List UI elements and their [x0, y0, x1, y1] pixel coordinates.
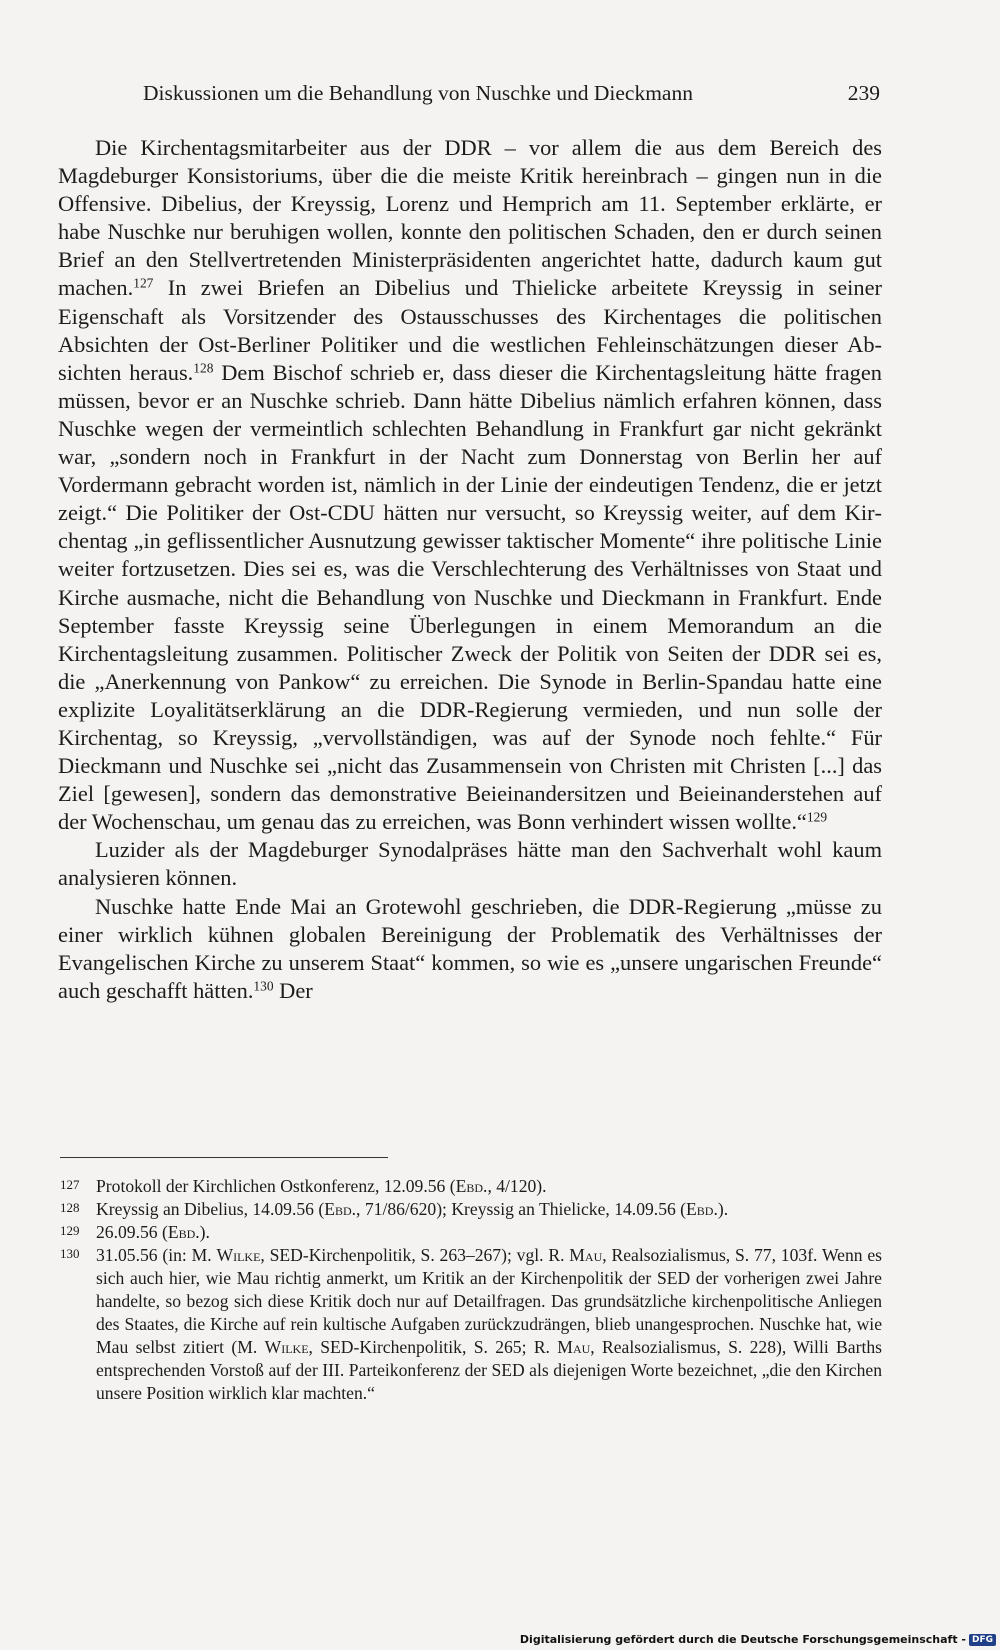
footnote-divider — [60, 1157, 388, 1158]
footnote-ref-129[interactable]: 129 — [806, 809, 828, 825]
digitization-credit — [520, 1633, 996, 1646]
footnote-ref-130[interactable]: 130 — [253, 978, 274, 994]
author-name: Mau — [557, 1337, 591, 1357]
footnote-127 — [60, 1175, 882, 1198]
footnote-129 — [60, 1221, 882, 1244]
footnote-number: 128 — [60, 1200, 80, 1215]
footnote-number: 129 — [60, 1223, 80, 1238]
ebd-abbrev: Ebd. — [167, 1222, 200, 1242]
footnote-128 — [60, 1198, 882, 1221]
footnote-ref-128[interactable]: 128 — [193, 360, 214, 376]
text-run: Der — [273, 977, 313, 1003]
ebd-abbrev: Ebd. — [455, 1176, 488, 1196]
ebd-abbrev: Ebd. — [324, 1199, 357, 1219]
footnote-text: , SED-Kirchenpolitik, S. 265; R. — [308, 1337, 558, 1357]
footnote-text: Kreyssig an Dibelius, 14.09.56 ( — [96, 1199, 325, 1219]
footnote-text: , SED-Kirchenpolitik, S. 263–267); vgl. R. — [260, 1245, 570, 1265]
text-run: Nuschke hatte Ende Mai an Grotewohl geschrieben, die DDR-Regierung „müsse zu einer wirklich kühnen globalen Bereinigung der Problematik des Verhältnisses der Evangelischen Kirche zu unserem Staat“ kommen, so wie es „unsere ungarischen Freunde“ auch geschafft hätten. — [58, 893, 882, 1003]
footnote-text: ). — [199, 1222, 210, 1242]
ebd-abbrev: Ebd. — [686, 1199, 718, 1219]
text-run: Die Kirchentagsmitarbeiter aus der DDR – vor allem die aus dem Bereich des Magdeburger Konsistoriums, über die die meiste Kritik hereinbrach – gingen nun in die Offensive. Dibelius, der Kreyssig, Lorenz und Hemprich am 11. September erklärte, er habe Nuschke nur beruhigen wollen, konnte den politischen Schaden, den er durch seinen Brief an den Stellvertretenden Ministerpräsidenten angerichtet hatte, dadurch kaum gut machen. — [58, 135, 882, 301]
main-text — [58, 134, 882, 1005]
author-name: Wilke — [264, 1337, 309, 1357]
paragraph: Luzider als der Magdeburger Synodalpräses hätte man den Sachverhalt wohl kaum analysieren können. — [58, 837, 882, 891]
footnote-text: , Realsozialismus, S. 77, 103f. Wenn es sich auch hier, wie Mau richtig anmerkt, um Kritik an der Kirchenpolitik der SED der vorherigen zwei Jahre handelte, so bezog sich diese Kritik doch nur auf Detailfragen. Das grundsätzliche kirchenpolitische Anliegen des Staates, die Kirche auf rein kultische Aufgaben zurückzudrängen, blieb unangesprochen. Nuschke hat, wie Mau selbst zitiert (M. — [96, 1245, 882, 1357]
author-name: Wilke — [216, 1245, 261, 1265]
paragraph — [58, 134, 882, 836]
paragraph — [58, 893, 882, 1005]
text-run: In zwei Briefen an Dibelius und Thielicke arbeitete Kreyssig in seiner Eigenschaft als Vorsitzender des Ostausschusses des Kirchentages die politischen Absichten der Ost-Berliner Politiker und die westlichen Fehleinschätzungen dieser Absichten heraus. — [58, 275, 882, 385]
footnote-number: 127 — [60, 1177, 80, 1192]
footnote-text: , 71/86/620); Kreyssig an Thielicke, 14.09.56 ( — [356, 1199, 687, 1219]
digitization-text: Digitalisierung gefördert durch die Deutsche Forschungsgemeinschaft - — [519, 1633, 966, 1646]
footnote-text: , 4/120). — [487, 1176, 547, 1196]
footnote-130 — [60, 1244, 882, 1405]
footnotes — [60, 1175, 882, 1405]
dfg-logo: DFG — [969, 1634, 996, 1646]
footnote-text: 26.09.56 ( — [96, 1222, 168, 1242]
footnote-number: 130 — [60, 1246, 80, 1261]
footnote-text: Protokoll der Kirchlichen Ostkonferenz, 12.09.56 ( — [96, 1176, 456, 1196]
footnote-text: 31.05.56 (in: M. — [96, 1245, 217, 1265]
footnote-text: ). — [717, 1199, 729, 1219]
text-run: Dem Bischof schrieb er, dass dieser die Kirchentagsleitung hätte fragen müssen, bevor er an Nuschke schrieb. Dann hätte Dibelius nämlich erfahren können, dass Nuschke wegen der vermeintlich schlechten Behandlung in Frankfurt gar nicht gekränkt war, „sondern noch in Frankfurt in der Nacht zum Donnerstag von Berlin her auf Vordermann gebracht worden ist, nämlich in der Linie der eindeutigen Tendenz, die er jetzt zeigt.“ Die Politiker der Ost-CDU hätten nur versucht, so Kreyssig weiter, auf dem Kirchentag „in geflissentlicher Ausnutzung gewisser taktischer Momente“ ihre politische Linie weiter fortzusetzen. Dies sei es, was die Verschlechterung des Verhältnisses von Staat und Kirche ausmache, nicht die Behandlung von Nuschke und Dieckmann in Frankfurt. Ende September fasste Kreyssig seine Überlegungen in einem Memorandum an die Kirchentagsleitung zusammen. Politischer Zweck der Politik von Seiten der DDR sei es, die „Anerkennung von Pankow“ zu erreichen. Die Synode in Berlin-Spandau hatte eine explizite Loyalitätserklärung an die DDR-Regierung vermieden, und nun solle der Kirchentag, so Kreyssig, „vervollständigen, was auf der Synode noch fehlte.“ Für Dieckmann und Nuschke sei „nicht das Zusammensein von Christen mit Christen [...] das Ziel [gewesen], sondern das demonstrative Beieinandersitzen und Beieinanderstehen auf der Wochenschau, um genau das zu erreichen, was Bonn verhindert wissen wollte.“ — [58, 359, 882, 835]
footnote-ref-127[interactable]: 127 — [133, 276, 154, 292]
footnote-text: , Realsozialismus, S. 228), Willi Barths entsprechenden Vorstoß auf der III. Parteikonferenz der SED als diejenigen Worte bezeichnet, „die den Kirchen unsere Position wirklich klar machten.“ — [96, 1337, 882, 1403]
author-name: Mau — [569, 1245, 603, 1265]
page-number: 239 — [847, 81, 880, 105]
running-head-title: Diskussionen um die Behandlung von Nuschke und Dieckmann — [143, 81, 693, 105]
